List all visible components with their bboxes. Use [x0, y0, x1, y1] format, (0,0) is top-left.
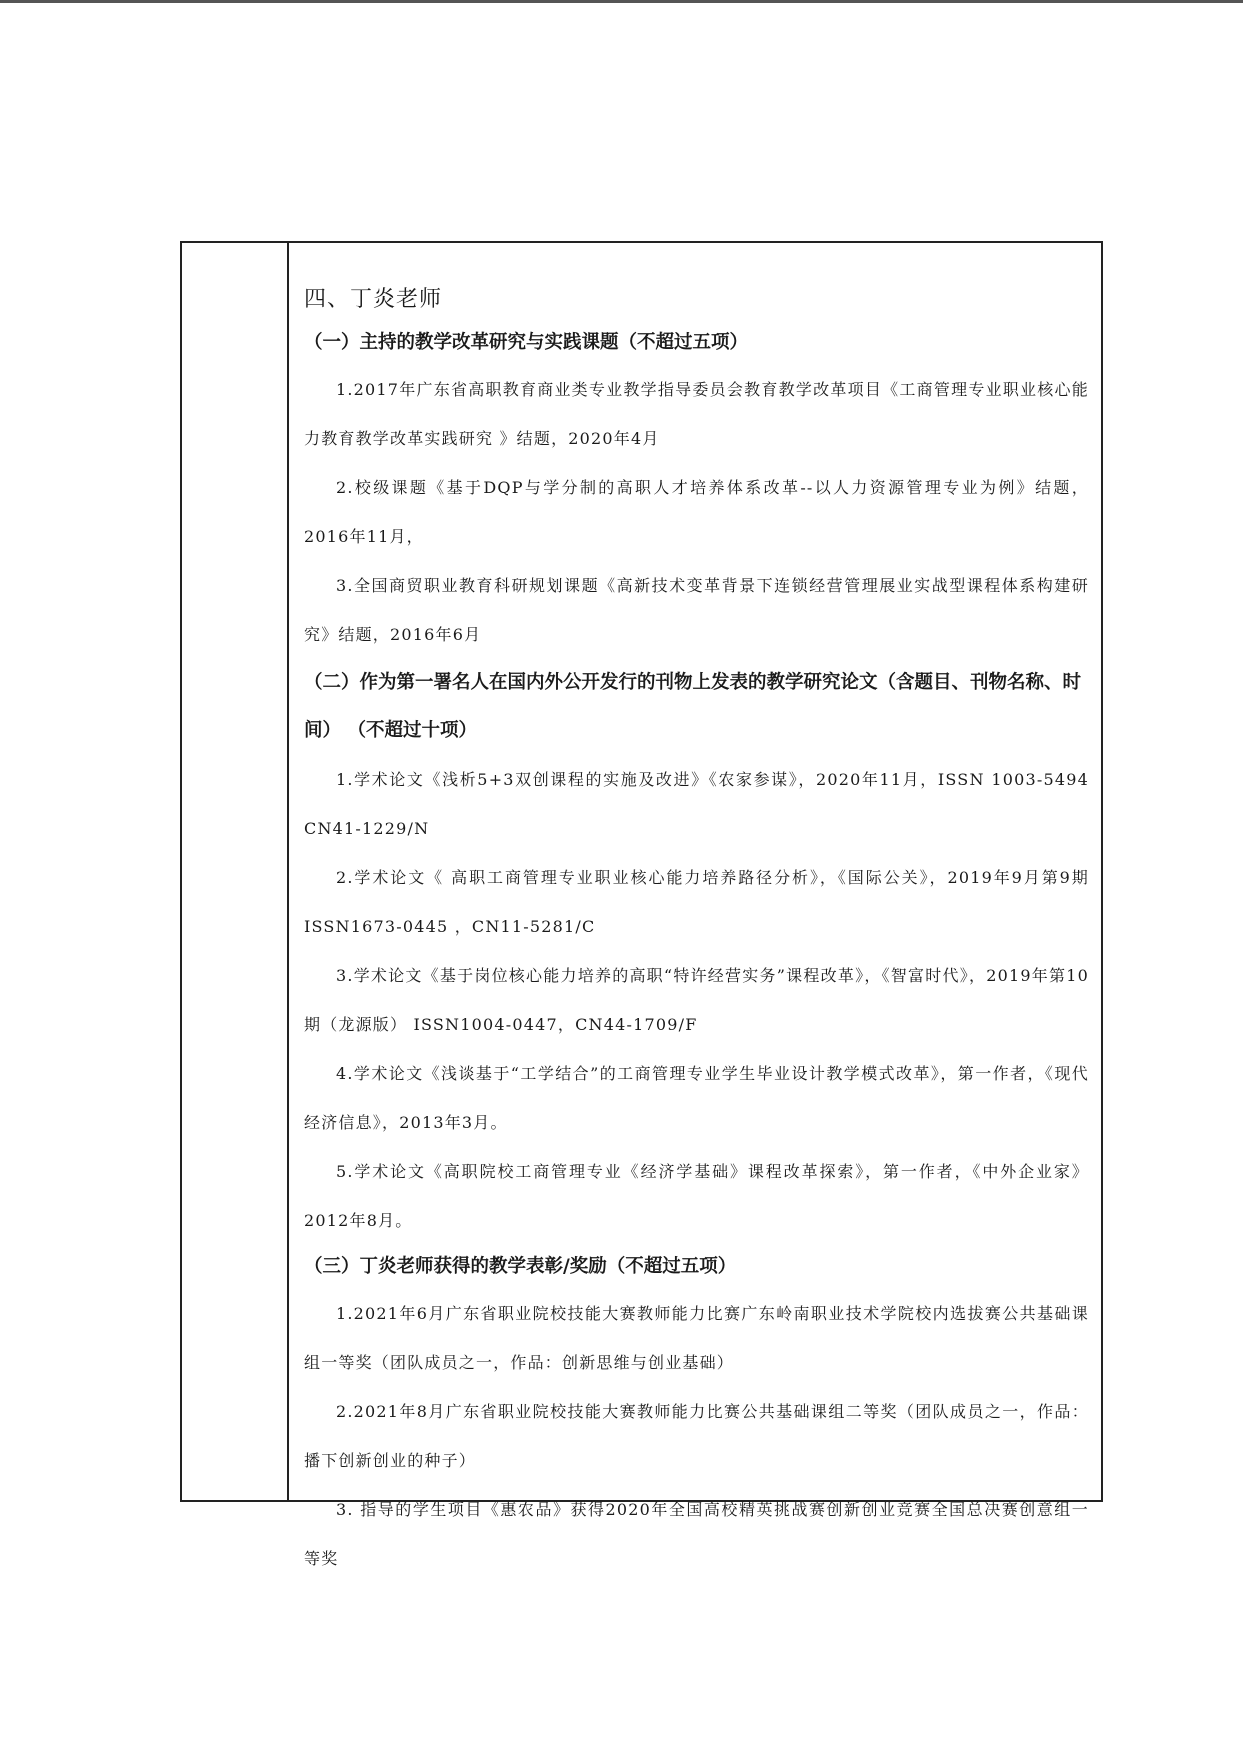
list-item: 5.学术论文《高职院校工商管理专业《经济学基础》课程改革探索》，第一作者，《中外企业家》2012年8月。	[304, 1162, 1089, 1230]
list-item: 3.学术论文《基于岗位核心能力培养的高职“特许经营实务”课程改革》，《智富时代》，2019年第10 期（龙源版） ISSN1004-0447，CN44-1709/F	[304, 966, 1089, 1034]
list-item: 3. 指导的学生项目《惠农品》获得2020年全国高校精英挑战赛创新创业竞赛全国总决赛创意组一等奖	[304, 1500, 1089, 1568]
list-item: 4.学术论文《浅谈基于“工学结合”的工商管理专业学生毕业设计教学模式改革》，第一作者，《现代经济信息》，2013年3月。	[304, 1064, 1089, 1132]
page-top-rule	[0, 0, 1243, 3]
list-item: 1.2017年广东省高职教育商业类专业教学指导委员会教育教学改革项目《工商管理专业职业核心能力教育教学改革实践研究 》结题，2020年4月	[304, 380, 1089, 448]
section-teaching-reform-projects	[304, 321, 1089, 659]
list-item: 1.学术论文《浅析5+3双创课程的实施及改进》《农家参谋》，2020年11月，ISSN 1003-5494 CN41-1229/N	[304, 770, 1089, 838]
list-item: 3.全国商贸职业教育科研规划课题《高新技术变革背景下连锁经营管理展业实战型课程体系构建研究》结题，2016年6月	[304, 576, 1089, 644]
sub-heading-awards: （三）丁炎老师获得的教学表彰/奖励（不超过五项）	[304, 1256, 737, 1277]
list-item: 1.2021年6月广东省职业院校技能大赛教师能力比赛广东岭南职业技术学院校内选拔赛公共基础课组一等奖（团队成员之一，作品：创新思维与创业基础）	[304, 1304, 1089, 1372]
list-item: 2.校级课题《基于DQP与学分制的高职人才培养体系改革--以人力资源管理专业为例》结题，2016年11月，	[304, 478, 1089, 546]
section-published-papers	[304, 659, 1089, 1245]
sub-heading-papers: （二）作为第一署名人在国内外公开发行的刊物上发表的教学研究论文（含题目、刊物名称、时间） （不超过十项）	[304, 672, 1082, 741]
sub-heading-projects: （一）主持的教学改革研究与实践课题（不超过五项）	[304, 332, 749, 353]
table-content-cell	[289, 243, 1101, 1568]
form-table	[180, 241, 1103, 1568]
section-title: 四、丁炎老师	[304, 287, 443, 312]
list-item: 2.学术论文《 高职工商管理专业职业核心能力培养路径分析》，《国际公关》，2019年9月第9期 ISSN1673-0445 ，CN11-5281/C	[304, 868, 1089, 936]
section-awards	[304, 1245, 1089, 1583]
list-item: 2.2021年8月广东省职业院校技能大赛教师能力比赛公共基础课组二等奖（团队成员之一，作品：播下创新创业的种子）	[304, 1402, 1089, 1470]
table-label-cell	[182, 243, 289, 1500]
